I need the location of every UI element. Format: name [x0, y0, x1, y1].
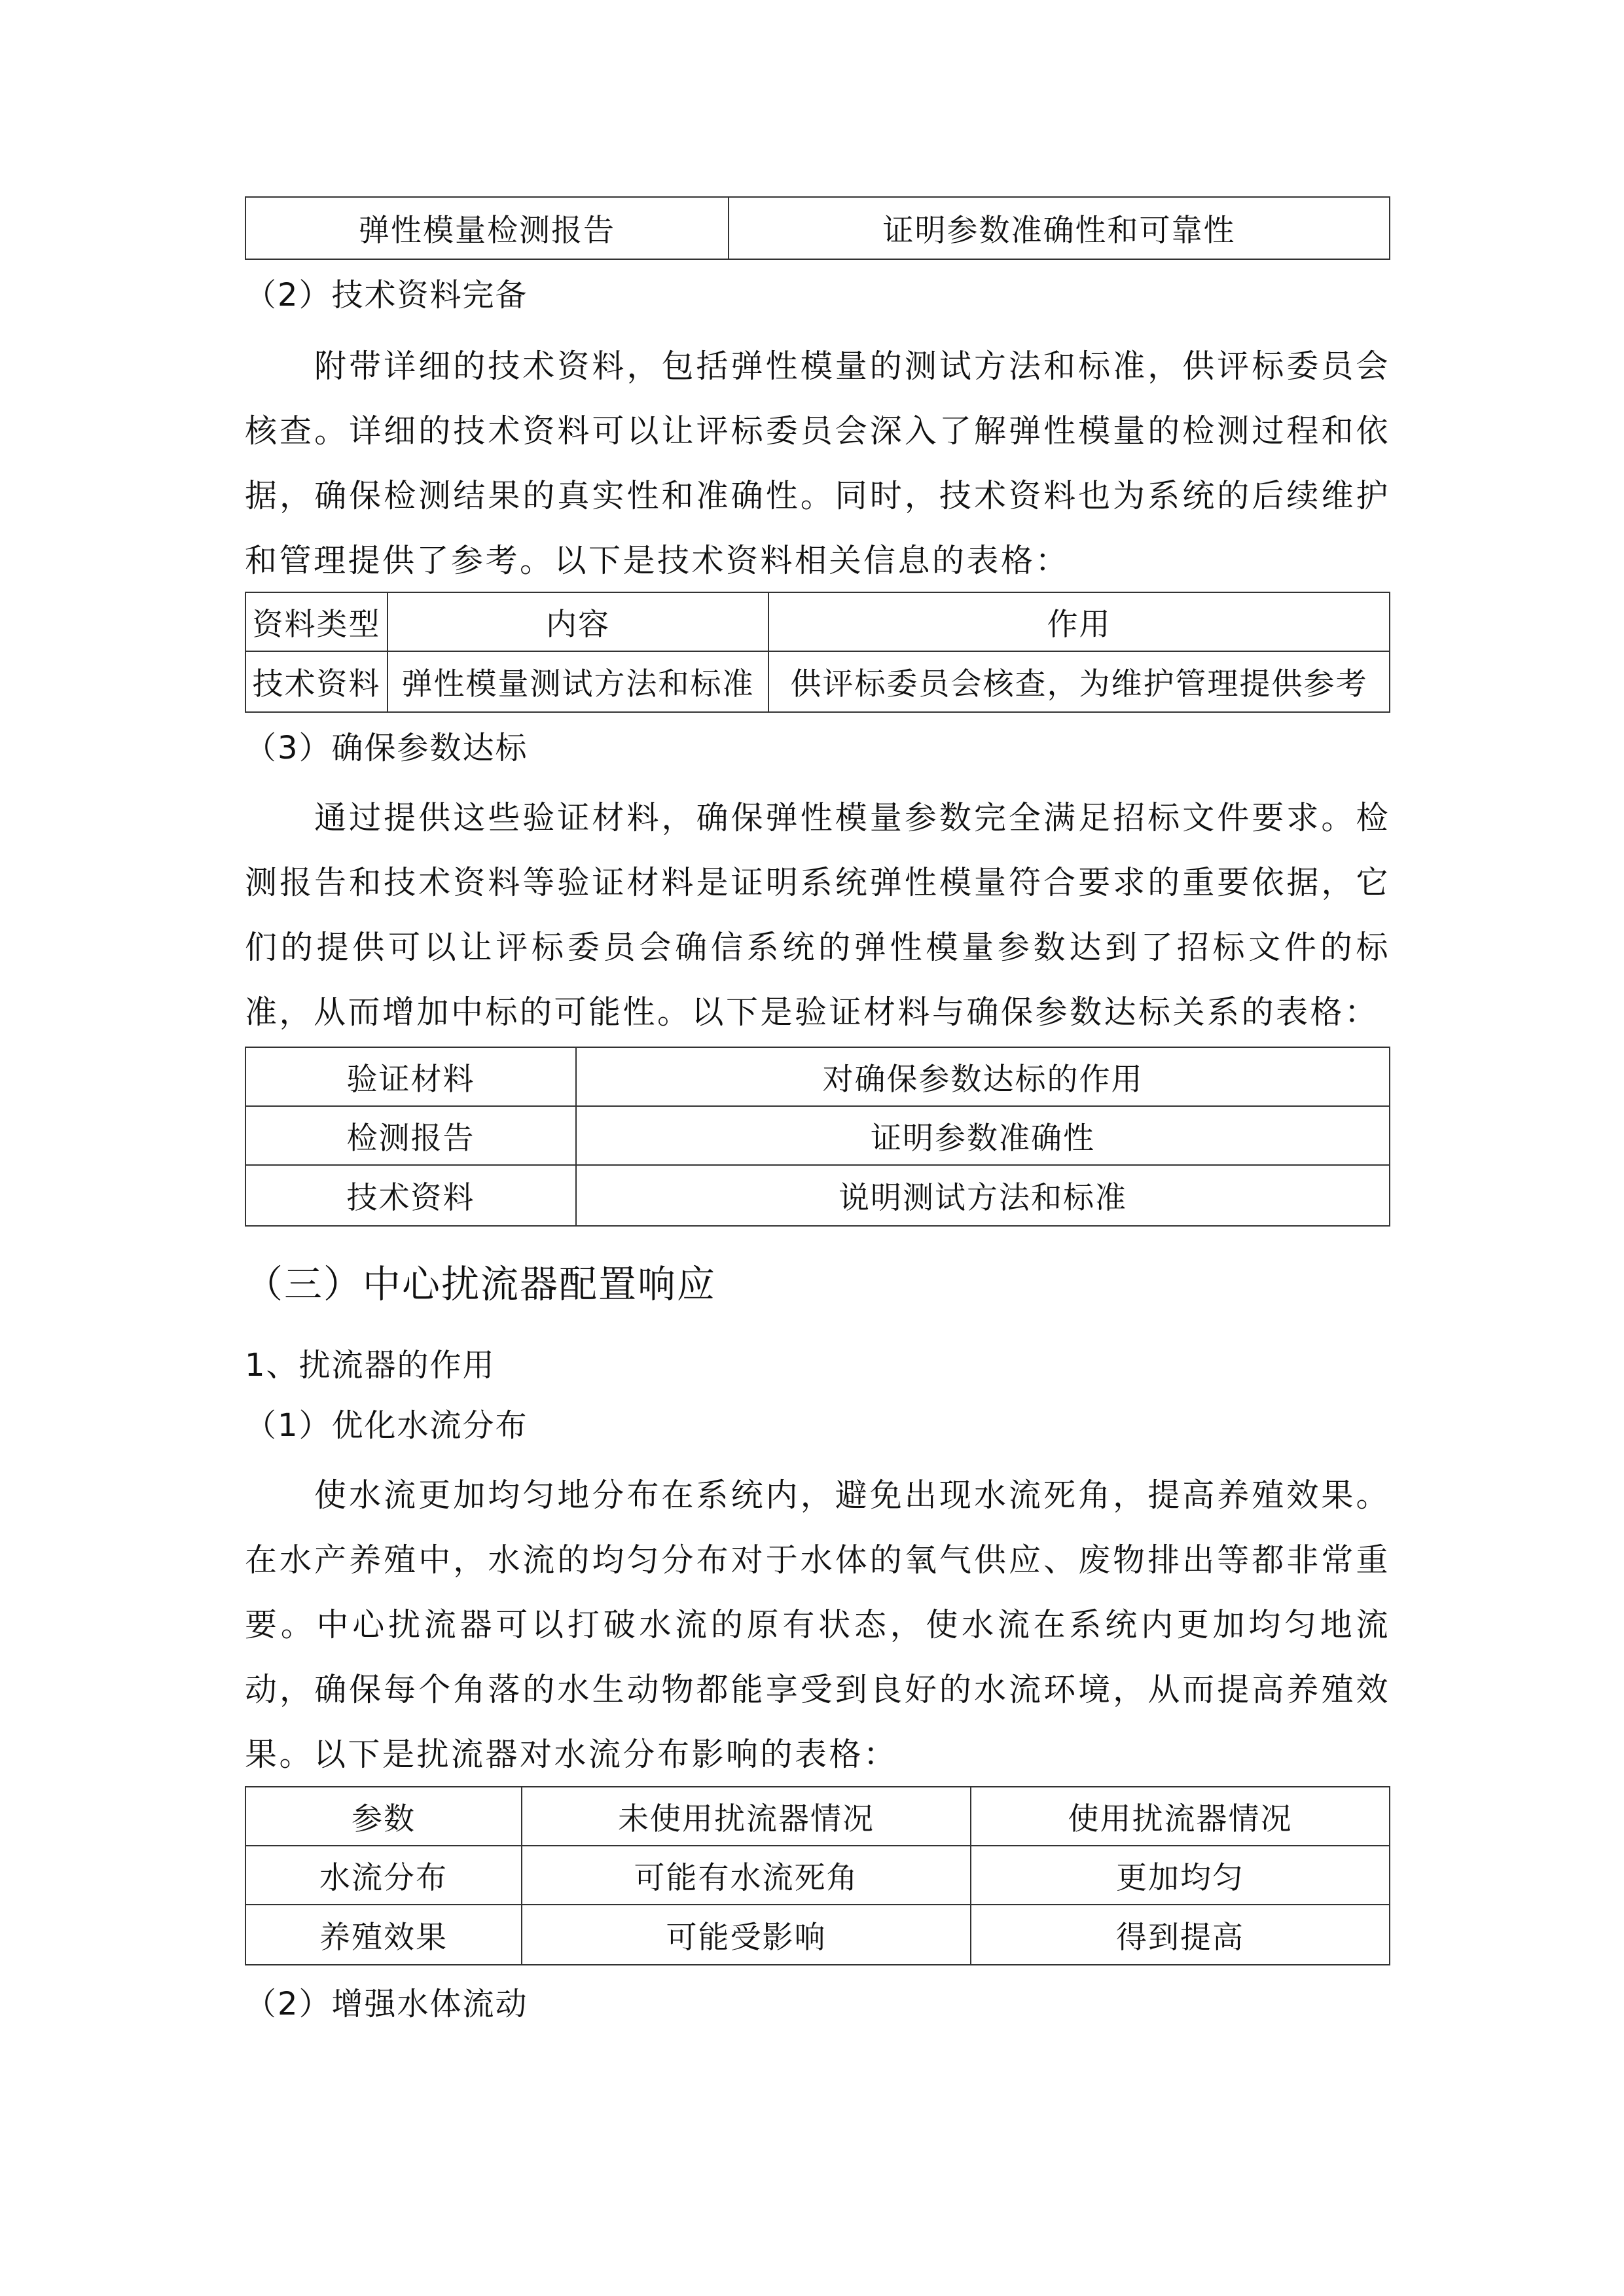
table-cell: 可能有水流死角 [522, 1846, 971, 1905]
table-header: 使用扰流器情况 [971, 1787, 1390, 1846]
table-cell: 弹性模量检测报告 [245, 197, 729, 259]
table-header: 未使用扰流器情况 [522, 1787, 971, 1846]
subsection-title: （1）优化水流分布 [245, 1407, 528, 1444]
table-cell: 供评标委员会核查，为维护管理提供参考 [768, 651, 1390, 712]
subsection-title: （3）确保参数达标 [245, 730, 528, 766]
paragraph: 通过提供这些验证材料，确保弹性模量参数完全满足招标文件要求。检测报告和技术资料等验证材料是证明系统弹性模量符合要求的重要依据，它们的提供可以让评标委员会确信系统的弹性模量参数达到了招标文件的标准，从而增加中标的可能性。以下是验证材料与确保参数达标关系的表格： [245, 799, 1390, 1031]
subsection-title: （2）增强水体流动 [245, 1986, 528, 2022]
table-cell: 得到提高 [971, 1905, 1390, 1965]
table-cell: 水流分布 [245, 1846, 522, 1905]
verification-table [245, 1047, 1390, 1227]
table-header: 对确保参数达标的作用 [576, 1047, 1390, 1106]
table-cell: 可能受影响 [522, 1905, 971, 1965]
table-cell: 技术资料 [245, 1165, 576, 1226]
table-cell: 检测报告 [245, 1106, 576, 1165]
subsection-title: （2）技术资料完备 [245, 277, 528, 314]
table-header: 资料类型 [245, 592, 388, 651]
flow-table [245, 1786, 1390, 1965]
tech-docs-table [245, 592, 1390, 713]
table-header: 参数 [245, 1787, 522, 1846]
table-cell: 证明参数准确性和可靠性 [729, 197, 1390, 259]
paragraph: 附带详细的技术资料，包括弹性模量的测试方法和标准，供评标委员会核查。详细的技术资料可以让评标委员会深入了解弹性模量的检测过程和依据，确保检测结果的真实性和准确性。同时，技术资料也为系统的后续维护和管理提供了参考。以下是技术资料相关信息的表格： [245, 348, 1390, 579]
report-table [245, 196, 1390, 260]
table-header: 内容 [388, 592, 768, 651]
table-cell: 弹性模量测试方法和标准 [388, 651, 768, 712]
table-cell: 更加均匀 [971, 1846, 1390, 1905]
paragraph: 使水流更加均匀地分布在系统内，避免出现水流死角，提高养殖效果。在水产养殖中，水流的均匀分布对于水体的氧气供应、废物排出等都非常重要。中心扰流器可以打破水流的原有状态，使水流在系统内更加均匀地流动，确保每个角落的水生动物都能享受到良好的水流环境，从而提高养殖效果。以下是扰流器对水流分布影响的表格： [245, 1477, 1390, 1773]
table-cell: 证明参数准确性 [576, 1106, 1390, 1165]
table-header: 作用 [768, 592, 1390, 651]
table-header: 验证材料 [245, 1047, 576, 1106]
table-cell: 技术资料 [245, 651, 388, 712]
table-cell: 说明测试方法和标准 [576, 1165, 1390, 1226]
subheading: 1、扰流器的作用 [245, 1347, 496, 1384]
section-heading: （三）中心扰流器配置响应 [245, 1262, 717, 1306]
table-cell: 养殖效果 [245, 1905, 522, 1965]
